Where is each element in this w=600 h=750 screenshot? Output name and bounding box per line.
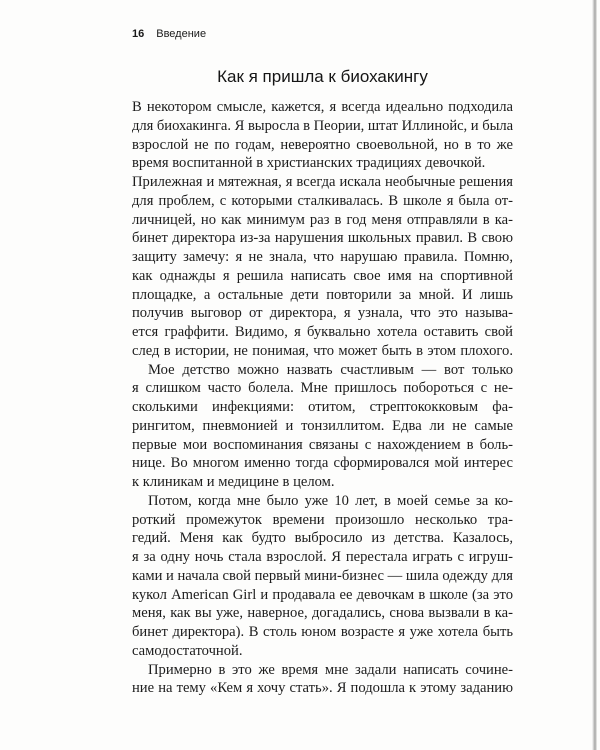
text-line: первые мои воспоминания связаны с нахождением в боль- <box>132 436 513 453</box>
text-line: личницей, но как минимум раз в год меня отправляли в ка- <box>132 211 513 228</box>
text-line: я за одну ночь стала взрослой. Я перестала играть с игруш- <box>132 549 513 565</box>
chapter-heading: Как я пришла к биохакингу <box>217 67 428 86</box>
text-line: ние на тему «Кем я хочу стать». Я подошла к этому заданию <box>132 680 513 697</box>
text-line: для биохакинга. Я выросла в Пеории, штат Иллинойс, и была <box>132 117 513 134</box>
text-line: самодостаточной. <box>132 642 243 659</box>
paragraph <box>132 492 513 661</box>
text-line: взрослой не по годам, невероятно своевольной, но в то же <box>132 136 513 153</box>
text-line: Примерно в это же время мне задали написать сочине- <box>148 661 513 678</box>
text-line: получив выговор от директора, я узнала, что это называ- <box>132 305 513 322</box>
text-line: Мое детство можно назвать счастливым — вот только <box>148 361 513 378</box>
text-line: Прилежная и мятежная, я всегда искала необычные решения <box>132 174 513 190</box>
text-line: меня, как вы уже, наверное, догадались, снова вызвали в ка- <box>132 605 513 622</box>
page-edge-shadow <box>592 0 597 750</box>
text-line: нице. Во многом именно тогда сформировался мой интерес <box>132 455 513 472</box>
text-line: к клиникам и медицине в целом. <box>132 474 335 490</box>
page-number: 16 <box>132 28 145 40</box>
text-line: для проблем, с которыми сталкивалась. В школе я была от- <box>132 192 513 209</box>
text-line: В некотором смысле, кажется, я всегда идеально подходила <box>132 99 513 115</box>
text-line: гедий. Меня как будто выбросило из детства. Казалось, <box>132 530 513 547</box>
paragraph <box>132 661 513 699</box>
body-text <box>132 98 513 698</box>
text-line: след в истории, не понимая, что может быть в этом плохого. <box>132 342 513 359</box>
text-line: ется граффити. Видимо, я буквально хотела оставить свой <box>132 324 513 340</box>
text-line: время воспитанной в христианских традициях девочкой. <box>132 155 486 172</box>
text-line: рингитом, пневмонией и тонзиллитом. Едва ли не самые <box>132 417 513 434</box>
text-line: бинет директора из-за нарушения школьных правил. В свою <box>132 230 513 247</box>
text-line: сколькими инфекциями: отитом, стрептококковым фа- <box>132 399 513 415</box>
text-line: роткий промежуток времени произошло несколько тра- <box>132 511 513 528</box>
text-line: площадке, а остальные дети повторили за мной. И лишь <box>132 286 513 303</box>
text-line: защиту замечу: я не знала, что нарушаю правила. Помню, <box>132 249 513 265</box>
text-line: кукол American Girl и продавала ее девочкам в школе (за это <box>132 586 513 603</box>
text-line: как однажды я решила написать свое имя на спортивной <box>132 267 513 284</box>
paragraph <box>132 361 513 492</box>
text-line: бинет директора). В столь юном возрасте я уже хотела быть <box>132 624 513 640</box>
section-name: Введение <box>156 28 207 40</box>
text-line: ками и начала свой первый мини-бизнес — шила одежду для <box>132 567 513 584</box>
paragraph <box>132 98 513 361</box>
running-head <box>132 27 206 41</box>
text-line: я слишком часто болела. Мне пришлось побороться с не- <box>132 380 513 397</box>
text-line: Потом, когда мне было уже 10 лет, в моей семье за ко- <box>148 492 513 509</box>
